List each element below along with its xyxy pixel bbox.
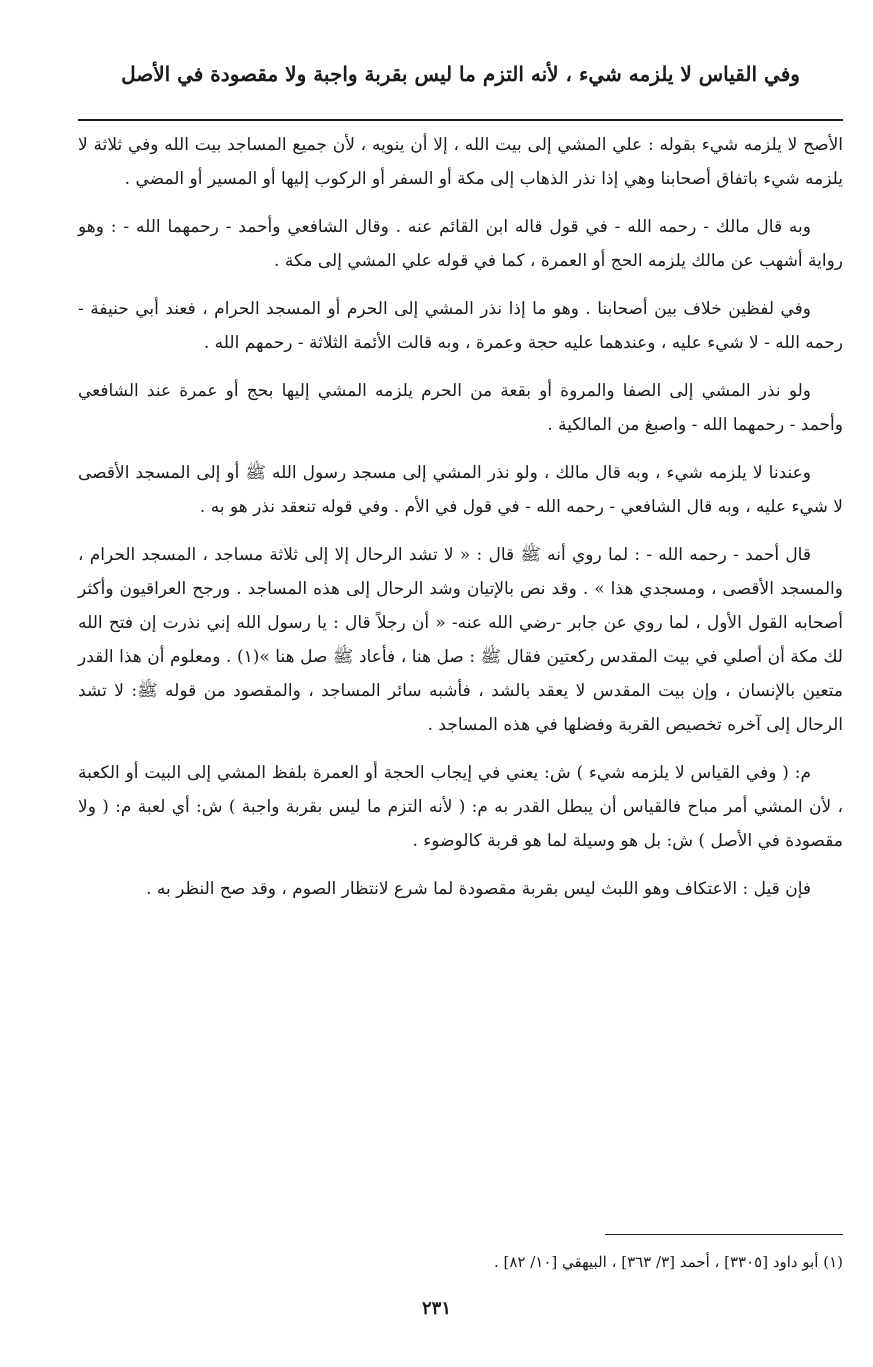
paragraph-1: الأصح لا يلزمه شيء بقوله : علي المشي إلى بيت الله ، إلا أن ينويه ، لأن جميع المساجد بيت الله وفي ثلاثة لا يلزمه شيء باتفاق أصحابنا وهي إذا نذر الذهاب إلى مكة أو السفر أو الركوب إليها أو المسير أو المضي . (78, 135, 843, 189)
footnote-divider (605, 1234, 843, 1235)
page-number: ٢٣١ (421, 1298, 451, 1319)
paragraph-3: وفي لفظين خلاف بين أصحابنا . وهو ما إذا نذر المشي إلى الحرم أو المسجد الحرام ، فعند أبي حنيفة - رحمه الله - لا شيء عليه ، وعندهما عليه حجة وعمرة ، وبه قالت الأئمة الثلاثة - رحمهم الله . (78, 299, 843, 353)
paragraph-5: وعندنا لا يلزمه شيء ، وبه قال مالك ، ولو نذر المشي إلى مسجد رسول الله ﷺ أو إلى المسجد الأقصى لا شيء عليه ، وبه قال الشافعي - رحمه الله - في قول في الأم . وفي قوله تنعقد نذر هو به . (78, 463, 843, 517)
paragraph-8: فإن قيل : الاعتكاف وهو اللبث ليس بقربة مقصودة لما شرع لانتظار الصوم ، وقد صح النظر به . (146, 879, 811, 899)
paragraph-2: وبه قال مالك - رحمه الله - في قول قاله ابن القائم عنه . وقال الشافعي وأحمد - رحمهما الله - : وهو رواية أشهب عن مالك يلزمه الحج أو العمرة ، كما في قوله علي المشي إلى مكة . (78, 217, 843, 271)
footnote: (١) أبو داود [٣٣٠٥] ، أحمد [٣/ ٣٦٣] ، البيهقي [١٠/ ٨٢] . (493, 1253, 843, 1271)
running-header: وفي القياس لا يلزمه شيء ، لأنه التزم ما ليس بقربة واجبة ولا مقصودة في الأصل (121, 62, 800, 86)
paragraph-7: م: ( وفي القياس لا يلزمه شيء ) ش: يعني في إيجاب الحجة أو العمرة بلفظ المشي إلى البيت أو الكعبة ، لأن المشي أمر مباح فالقياس أن يبطل القدر به م: ( لأنه التزم ما ليس بقربة واجبة ) ش: أي لعبة م: ( ولا مقصودة في الأصل ) ش: بل هو وسيلة لما هو قربة كالوضوء . (78, 763, 843, 851)
header-divider (78, 119, 843, 121)
main-text (78, 128, 843, 920)
paragraph-6: قال أحمد - رحمه الله - : لما روي أنه ﷺ قال : « لا تشد الرحال إلا إلى ثلاثة مساجد ، المسجد الحرام ، والمسجد الأقصى ، ومسجدي هذا » . وقد نص بالإتيان وشد الرحال إلى هذه المساجد . ورجح العراقيون وأكثر أصحابه القول الأول ، لما روي عن جابر -رضي الله عنه- « أن رجلاً قال : يا رسول الله إني نذرت إن فتح الله لك مكة أن أصلي في بيت المقدس ركعتين فقال ﷺ : صل هنا ، فأعاد ﷺ صل هنا »(١) . ومعلوم أن هذا القدر متعين بالإنسان ، وإن بيت المقدس لا يعقد بالشد ، فأشبه سائر المساجد ، والمقصود من قوله ﷺ: لا تشد الرحال إلى آخره تخصيص القربة وفضلها في هذه المساجد . (78, 545, 843, 735)
paragraph-4: ولو نذر المشي إلى الصفا والمروة أو بقعة من الحرم يلزمه المشي إليها بحج أو عمرة عند الشافعي وأحمد - رحمهما الله - واصبغ من المالكية . (78, 381, 843, 435)
